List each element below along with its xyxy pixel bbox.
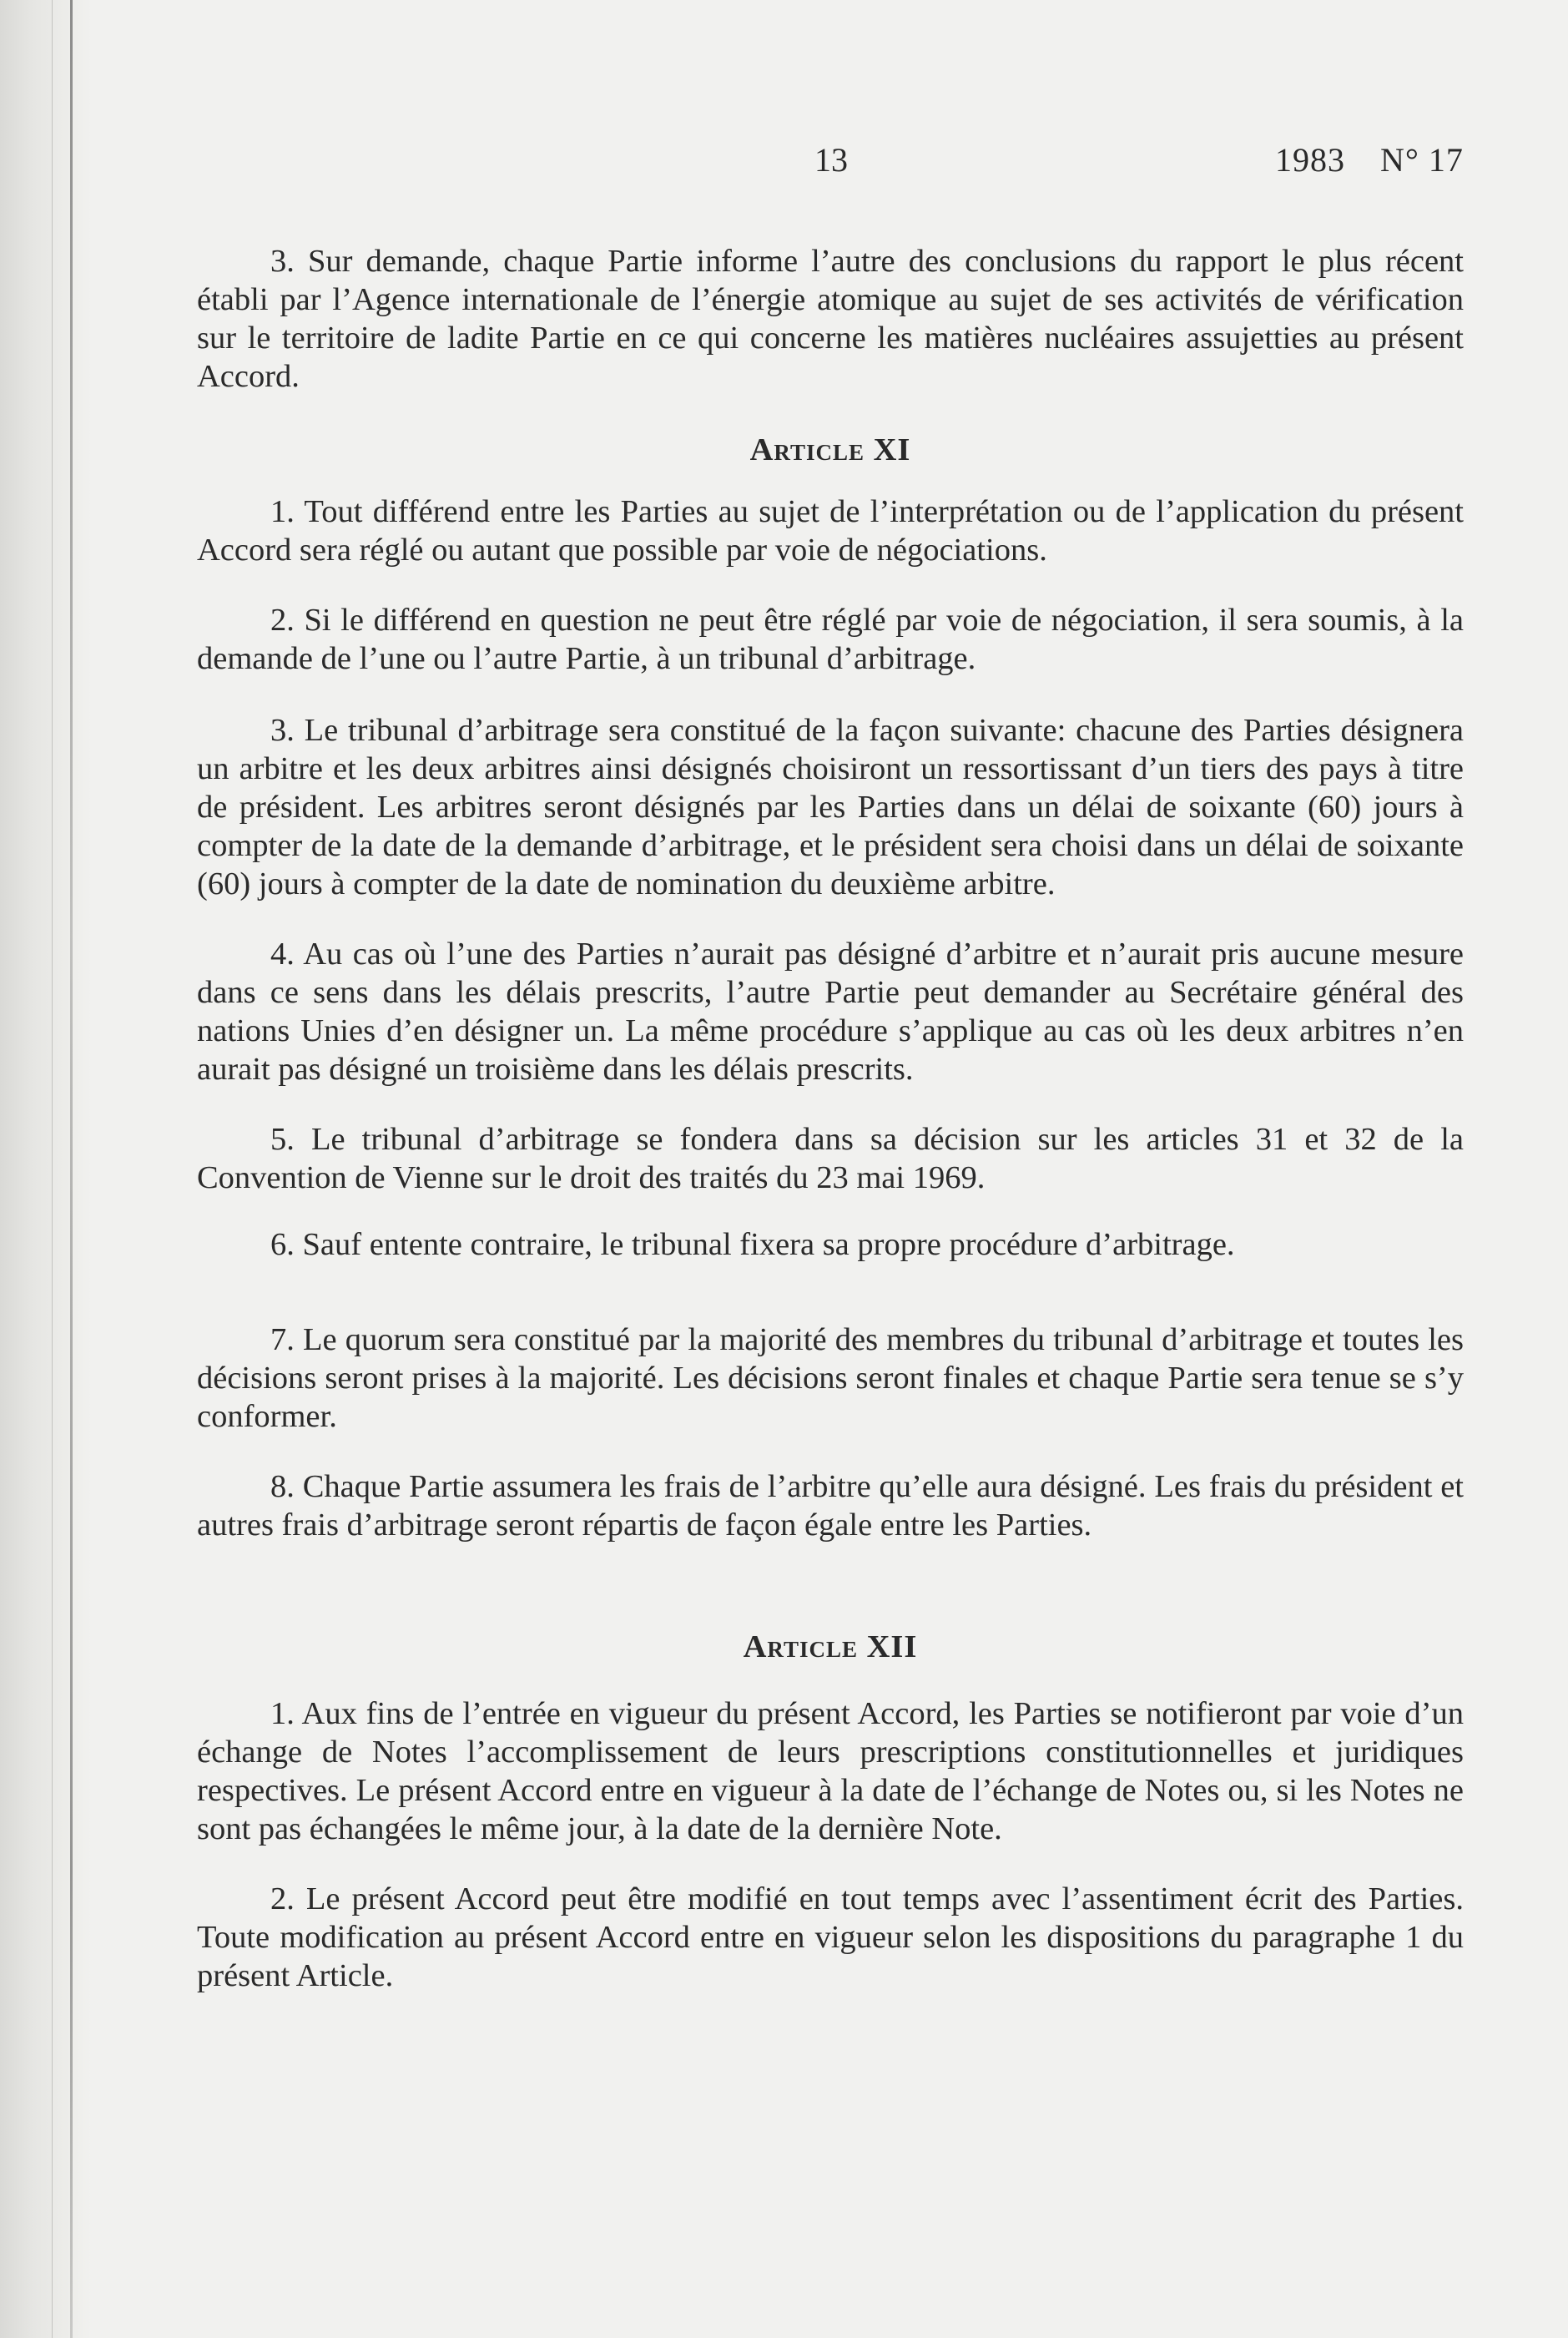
article-xi-paragraph-4: 4. Au cas où l’une des Parties n’aurait pas désigné d’arbitre et n’aurait pris aucune mesure dans ce sens dans les délais prescrits, l’autre Partie peut demander au Secrétaire général des nations Unies d’en désigner un. La même procédure s’applique au cas où les deux arbitres n’en aurait pas désigné un troisième dans les délais prescrits. (197, 937, 1464, 1087)
article-xi-paragraph-3: 3. Le tribunal d’arbitrage sera constitué de la façon suivante: chacune des Parties désignera un arbitre et les deux arbitres ainsi désignés choisiront un ressortissant d’un tiers des pays à titre de président. Les arbitres seront désignés par les Parties dans un délai de soixante (60) jours à compter de la date de la demande d’arbitrage, et le président sera choisi dans un délai de soixante (60) jours à compter de la date de nomination du deuxième arbitre. (197, 713, 1464, 901)
article-xi-paragraph-1: 1. Tout différend entre les Parties au sujet de l’interprétation ou de l’application du présent Accord sera réglé ou autant que possible par voie de négociations. (197, 494, 1464, 568)
series-reference (1275, 140, 1464, 179)
article-xi-paragraph-2: 2. Si le différend en question ne peut être réglé par voie de négociation, il sera soumis, à la demande de l’une ou l’autre Partie, à un tribunal d’arbitrage. (197, 603, 1464, 676)
page-gutter-shadow (0, 0, 92, 2338)
page-edge-line (52, 0, 53, 2338)
series-year: 1983 (1275, 141, 1345, 179)
page-header (0, 140, 1568, 182)
article-xii-heading: Article XII (743, 1629, 918, 1664)
paragraph-3: 3. Sur demande, chaque Partie informe l’autre des conclusions du rapport le plus récent établi par l’Agence internationale de l’énergie atomique au sujet de ses activités de vérification sur le territoire de ladite Partie en ce qui concerne les matières nucléaires assujetties au présent Accord. (197, 244, 1464, 394)
article-xii-paragraph-2: 2. Le présent Accord peut être modifié en tout temps avec l’assentiment écrit des Parties. Toute modification au présent Accord entre en vigueur selon les dispositions du paragraphe 1 du présent Article. (197, 1881, 1464, 1993)
article-xi-paragraph-6: 6. Sauf entente contraire, le tribunal fixera sa propre procédure d’arbitrage. (270, 1227, 1235, 1262)
article-xi-paragraph-8: 8. Chaque Partie assumera les frais de l’arbitre qu’elle aura désigné. Les frais du président et autres frais d’arbitrage seront répartis de façon égale entre les Parties. (197, 1469, 1464, 1543)
page-number: 13 (814, 141, 848, 179)
binding-edge-line (70, 0, 73, 2338)
document-body (197, 242, 1464, 1995)
article-xi-paragraph-7: 7. Le quorum sera constitué par la majorité des membres du tribunal d’arbitrage et toutes les décisions seront prises à la majorité. Les décisions seront finales et chaque Partie sera tenue se s’y conformer. (197, 1322, 1464, 1434)
series-number: N° 17 (1380, 141, 1464, 179)
article-xi-heading: Article XI (749, 432, 911, 467)
article-xi-paragraph-5: 5. Le tribunal d’arbitrage se fondera dans sa décision sur les articles 31 et 32 de la Convention de Vienne sur le droit des traités du 23 mai 1969. (197, 1122, 1464, 1195)
article-xii-paragraph-1: 1. Aux fins de l’entrée en vigueur du présent Accord, les Parties se notifieront par voie d’un échange de Notes l’accomplissement de leurs prescriptions constitutionnelles et juridiques respectives. Le présent Accord entre en vigueur à la date de l’échange de Notes ou, si les Notes ne sont pas échangées le même jour, à la date de la dernière Note. (197, 1696, 1464, 1846)
